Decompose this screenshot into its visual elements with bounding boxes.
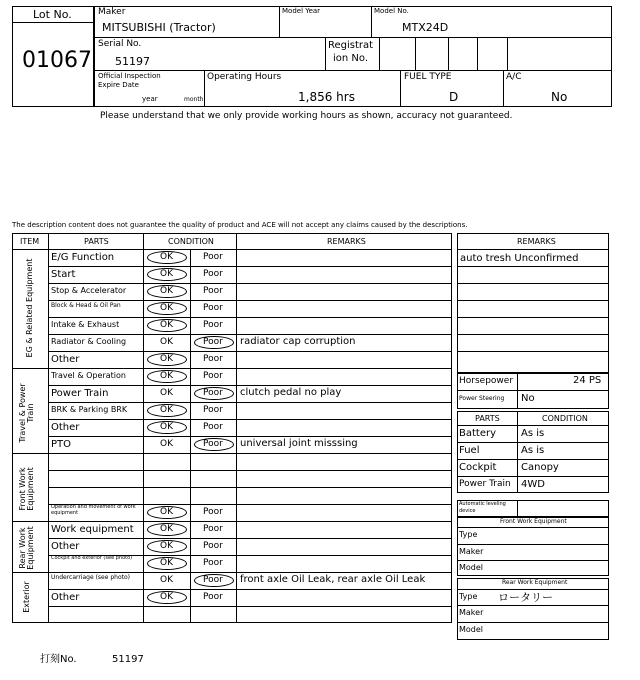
table-row	[48, 249, 452, 266]
front-type-label: Type	[459, 530, 478, 539]
table-row	[48, 470, 452, 487]
condition-ok: OK	[160, 269, 173, 279]
registration-label-2: ion No.	[333, 53, 369, 64]
registration-label-1: Registrat	[328, 40, 374, 51]
power-steering-value: No	[521, 393, 535, 404]
ok-circle-mark	[147, 370, 187, 383]
table-row	[48, 283, 452, 300]
side-condition-header: CONDITION	[542, 414, 588, 423]
row-remark: front axle Oil Leak, rear axle Oil Leak	[240, 574, 426, 585]
ok-circle-mark	[147, 506, 187, 519]
ok-circle-mark	[147, 251, 187, 264]
ok-circle-mark	[147, 523, 187, 536]
table-row	[48, 385, 452, 402]
side-remarks-header: REMARKS	[517, 237, 556, 246]
power-train-value: 4WD	[521, 479, 545, 490]
condition-ok: OK	[160, 558, 173, 568]
side-remarks-text: auto tresh Unconfirmed	[460, 253, 579, 264]
table-row	[48, 317, 452, 334]
ac-label: A/C	[506, 72, 522, 82]
horsepower-label: Horsepower	[459, 376, 514, 386]
group-label-eg: EG & Related Equipment	[25, 258, 34, 358]
poor-circle-mark	[194, 574, 234, 587]
model-year-label: Model Year	[282, 7, 321, 15]
serial-no-label: Serial No.	[98, 39, 142, 49]
group-label-rear: Rear Work Equipment	[18, 526, 35, 570]
condition-poor: Poor	[203, 507, 223, 517]
maker-label: Maker	[98, 7, 126, 17]
row-part: Operation and movement of work equipment	[51, 504, 136, 516]
row-remark: clutch pedal no play	[240, 387, 342, 398]
condition-poor: Poor	[203, 303, 223, 313]
inspection-label-2: Expire Date	[98, 81, 139, 89]
row-part: Other	[51, 592, 80, 603]
front-maker-label: Maker	[459, 547, 484, 556]
row-part: E/G Function	[51, 252, 115, 263]
ok-circle-mark	[147, 319, 187, 332]
group-label-exterior: Exterior	[22, 581, 31, 613]
col-condition-header: CONDITION	[168, 237, 214, 246]
rear-model-label: Model	[459, 625, 484, 634]
table-row	[48, 487, 452, 504]
row-part: Power Train	[51, 388, 109, 399]
table-row	[48, 453, 452, 470]
condition-poor: Poor	[203, 422, 223, 432]
table-row	[48, 572, 452, 589]
row-part: Start	[51, 269, 76, 280]
condition-ok: OK	[160, 354, 173, 364]
inspection-label-1: Official Inspection	[98, 72, 161, 80]
condition-ok: OK	[160, 337, 173, 347]
fuel-type-value: D	[449, 90, 459, 104]
ok-circle-mark	[147, 302, 187, 315]
condition-poor: Poor	[203, 541, 223, 551]
condition-poor: Poor	[203, 575, 223, 585]
auto-leveling-label-2: device	[459, 508, 476, 514]
row-part: Stop & Accelerator	[51, 286, 127, 295]
condition-ok: OK	[160, 371, 173, 381]
ok-circle-mark	[147, 285, 187, 298]
table-row	[48, 436, 452, 453]
side-parts-header: PARTS	[475, 414, 500, 423]
stamp-no: 51197	[112, 654, 144, 665]
ok-circle-mark	[147, 540, 187, 553]
condition-poor: Poor	[203, 524, 223, 534]
condition-ok: OK	[160, 320, 173, 330]
operating-hours-label: Operating Hours	[207, 72, 282, 82]
table-row	[48, 368, 452, 385]
poor-circle-mark	[194, 387, 234, 400]
year-label: year	[142, 95, 158, 103]
fuel-value: As is	[521, 445, 545, 456]
serial-no-value: 51197	[115, 55, 150, 68]
table-row	[48, 538, 452, 555]
condition-poor: Poor	[203, 405, 223, 415]
row-remark: universal joint misssing	[240, 438, 358, 449]
condition-poor: Poor	[203, 371, 223, 381]
condition-poor: Poor	[203, 320, 223, 330]
condition-poor: Poor	[203, 252, 223, 262]
condition-ok: OK	[160, 303, 173, 313]
condition-ok: OK	[160, 592, 173, 602]
cockpit-label: Cockpit	[459, 462, 497, 473]
auto-leveling-label-1: Automatic leveling	[459, 501, 506, 507]
table-row	[48, 521, 452, 538]
row-part: Block & Head & Oil Pan	[51, 302, 121, 309]
model-no-label: Model No.	[374, 7, 409, 15]
condition-poor: Poor	[203, 439, 223, 449]
front-work-header: Front Work Equipment	[500, 518, 567, 525]
ok-circle-mark	[147, 421, 187, 434]
row-remark: radiator cap corruption	[240, 336, 356, 347]
table-row	[48, 555, 452, 572]
table-row	[48, 402, 452, 419]
condition-ok: OK	[160, 575, 173, 585]
table-row	[48, 266, 452, 283]
poor-circle-mark	[194, 438, 234, 451]
rear-type-value: ロータリー	[498, 591, 553, 604]
row-part: BRK & Parking BRK	[51, 405, 128, 414]
poor-circle-mark	[194, 336, 234, 349]
rear-type-label: Type	[459, 592, 478, 601]
col-remarks-header: REMARKS	[327, 237, 366, 246]
col-parts-header: PARTS	[84, 237, 109, 246]
table-row	[48, 351, 452, 368]
table-row	[48, 589, 452, 606]
ok-circle-mark	[147, 557, 187, 570]
fuel-type-label: FUEL TYPE	[404, 72, 452, 82]
row-part: Work equipment	[51, 524, 134, 535]
ok-circle-mark	[147, 591, 187, 604]
condition-poor: Poor	[203, 388, 223, 398]
condition-ok: OK	[160, 286, 173, 296]
condition-ok: OK	[160, 541, 173, 551]
ok-circle-mark	[147, 268, 187, 281]
condition-ok: OK	[160, 439, 173, 449]
row-part: Other	[51, 354, 80, 365]
rear-work-header: Rear Work Equipment	[502, 579, 568, 586]
row-part: Radiator & Cooling	[51, 337, 127, 346]
battery-label: Battery	[459, 428, 497, 439]
col-item-header: ITEM	[20, 237, 40, 246]
disclaimer: The description content does not guarantee the quality of product and ACE will not accept any claims caused by the descriptions.	[12, 221, 468, 229]
hours-notice: Please understand that we only provide working hours as shown, accuracy not guaranteed.	[100, 111, 513, 121]
horsepower-value: 24 PS	[573, 375, 602, 386]
ac-value: No	[551, 90, 568, 104]
row-part: Travel & Operation	[51, 371, 126, 380]
condition-ok: OK	[160, 252, 173, 262]
row-part: Other	[51, 422, 80, 433]
condition-poor: Poor	[203, 286, 223, 296]
table-row	[48, 334, 452, 351]
row-part: Intake & Exhaust	[51, 320, 120, 329]
fuel-label: Fuel	[459, 445, 480, 456]
rear-maker-label: Maker	[459, 608, 484, 617]
power-train-label: Power Train	[459, 479, 511, 489]
cockpit-value: Canopy	[521, 462, 559, 473]
lot-no-label: Lot No.	[33, 8, 72, 21]
condition-ok: OK	[160, 507, 173, 517]
month-label: month	[184, 96, 204, 103]
lot-no-value: 01067	[22, 48, 92, 73]
condition-ok: OK	[160, 388, 173, 398]
stamp-label: 打刻No.	[40, 654, 77, 665]
group-label-travel: Travel & Power Train	[18, 383, 35, 443]
battery-value: As is	[521, 428, 545, 439]
condition-poor: Poor	[203, 354, 223, 364]
row-part: PTO	[51, 439, 72, 450]
condition-poor: Poor	[203, 558, 223, 568]
row-part: Other	[51, 541, 80, 552]
row-part: Cockpit and exterior (see photo)	[51, 555, 133, 561]
table-row	[48, 504, 452, 521]
power-steering-label: Power Steering	[459, 395, 505, 402]
condition-poor: Poor	[203, 337, 223, 347]
table-row	[48, 419, 452, 436]
condition-ok: OK	[160, 405, 173, 415]
ok-circle-mark	[147, 404, 187, 417]
group-label-front: Front Work Equipment	[18, 467, 35, 511]
condition-poor: Poor	[203, 269, 223, 279]
ok-circle-mark	[147, 353, 187, 366]
operating-hours-value: 1,856 hrs	[298, 90, 355, 104]
model-no-value: MTX24D	[402, 21, 449, 34]
row-part: Undercarriage (see photo)	[51, 574, 130, 581]
front-model-label: Model	[459, 563, 484, 572]
table-row	[48, 300, 452, 317]
maker-value: MITSUBISHI (Tractor)	[102, 21, 216, 34]
condition-poor: Poor	[203, 592, 223, 602]
condition-ok: OK	[160, 422, 173, 432]
condition-ok: OK	[160, 524, 173, 534]
